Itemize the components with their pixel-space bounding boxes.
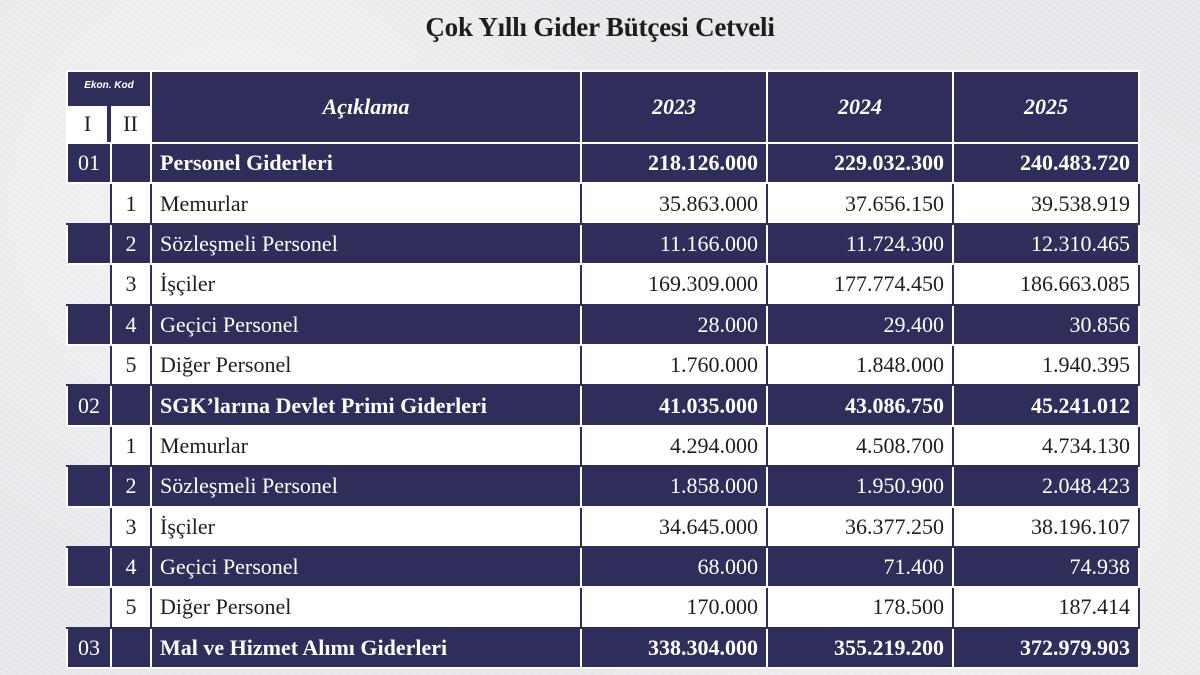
ekon-level-2-cell: 1 [111, 426, 151, 466]
value-2023-cell: 28.000 [581, 305, 767, 345]
table-group-row [67, 628, 1139, 668]
year-header-2024: 2024 [767, 71, 953, 143]
value-2025-cell: 240.483.720 [953, 143, 1139, 183]
ekon-level-1-cell [67, 587, 111, 627]
ekon-kod-label: Ekon. Kod [84, 80, 134, 91]
ekon-level-1-cell [67, 264, 111, 304]
ekon-level-1-cell [67, 305, 111, 345]
level-1-header: I [68, 106, 109, 142]
ekon-level-2-cell: 3 [111, 264, 151, 304]
ekon-level-2-cell: 4 [111, 547, 151, 587]
value-2025-cell: 30.856 [953, 305, 1139, 345]
ekon-level-2-cell [111, 385, 151, 425]
value-2024-cell: 229.032.300 [767, 143, 953, 183]
value-2024-cell: 11.724.300 [767, 224, 953, 264]
value-2023-cell: 338.304.000 [581, 628, 767, 668]
ekon-level-1-cell [67, 466, 111, 506]
value-2024-cell: 177.774.450 [767, 264, 953, 304]
table-row [67, 305, 1139, 345]
table-group-row [67, 143, 1139, 183]
description-cell: Diğer Personel [151, 345, 581, 385]
value-2023-cell: 35.863.000 [581, 183, 767, 223]
description-header: Açıklama [151, 71, 581, 143]
table-header-row [67, 71, 1139, 143]
value-2024-cell: 355.219.200 [767, 628, 953, 668]
ekon-level-2-cell [111, 143, 151, 183]
ekon-level-2-cell: 3 [111, 507, 151, 547]
table-row [67, 183, 1139, 223]
value-2024-cell: 1.950.900 [767, 466, 953, 506]
value-2025-cell: 1.940.395 [953, 345, 1139, 385]
table-row [67, 264, 1139, 304]
value-2024-cell: 36.377.250 [767, 507, 953, 547]
table-row [67, 466, 1139, 506]
ekon-level-2-cell: 5 [111, 587, 151, 627]
value-2023-cell: 4.294.000 [581, 426, 767, 466]
ekon-level-1-cell: 01 [67, 143, 111, 183]
description-cell: Geçici Personel [151, 305, 581, 345]
table-group-row [67, 385, 1139, 425]
page-title: Çok Yıllı Gider Bütçesi Cetveli [425, 12, 775, 42]
value-2024-cell: 29.400 [767, 305, 953, 345]
value-2023-cell: 218.126.000 [581, 143, 767, 183]
value-2023-cell: 1.760.000 [581, 345, 767, 385]
table-row [67, 345, 1139, 385]
value-2024-cell: 43.086.750 [767, 385, 953, 425]
ekon-level-1-cell [67, 345, 111, 385]
ekon-level-1-cell [67, 547, 111, 587]
table-row [67, 426, 1139, 466]
description-cell: SGK’larına Devlet Primi Giderleri [151, 385, 581, 425]
value-2023-cell: 170.000 [581, 587, 767, 627]
value-2024-cell: 1.848.000 [767, 345, 953, 385]
year-header-2023: 2023 [581, 71, 767, 143]
value-2025-cell: 38.196.107 [953, 507, 1139, 547]
ekon-level-2-cell: 4 [111, 305, 151, 345]
value-2025-cell: 187.414 [953, 587, 1139, 627]
value-2024-cell: 37.656.150 [767, 183, 953, 223]
value-2024-cell: 71.400 [767, 547, 953, 587]
value-2024-cell: 178.500 [767, 587, 953, 627]
value-2025-cell: 39.538.919 [953, 183, 1139, 223]
description-cell: Sözleşmeli Personel [151, 466, 581, 506]
table-row [67, 224, 1139, 264]
value-2025-cell: 45.241.012 [953, 385, 1139, 425]
value-2025-cell: 4.734.130 [953, 426, 1139, 466]
ekon-level-1-cell [67, 224, 111, 264]
ekon-level-2-cell [111, 628, 151, 668]
value-2024-cell: 4.508.700 [767, 426, 953, 466]
value-2023-cell: 11.166.000 [581, 224, 767, 264]
table-row [67, 507, 1139, 547]
ekon-level-1-cell: 03 [67, 628, 111, 668]
ekon-level-1-cell [67, 507, 111, 547]
ekon-level-1-cell: 02 [67, 385, 111, 425]
ekon-level-2-cell: 5 [111, 345, 151, 385]
value-2025-cell: 186.663.085 [953, 264, 1139, 304]
value-2025-cell: 2.048.423 [953, 466, 1139, 506]
description-cell: Diğer Personel [151, 587, 581, 627]
description-cell: Personel Giderleri [151, 143, 581, 183]
value-2025-cell: 372.979.903 [953, 628, 1139, 668]
description-cell: Memurlar [151, 426, 581, 466]
value-2025-cell: 74.938 [953, 547, 1139, 587]
level-2-header: II [111, 106, 150, 142]
year-header-2025: 2025 [953, 71, 1139, 143]
value-2023-cell: 34.645.000 [581, 507, 767, 547]
ekon-level-1-cell [67, 183, 111, 223]
ekon-level-2-cell: 1 [111, 183, 151, 223]
description-cell: İşçiler [151, 264, 581, 304]
description-cell: Mal ve Hizmet Alımı Giderleri [151, 628, 581, 668]
description-cell: Sözleşmeli Personel [151, 224, 581, 264]
value-2023-cell: 41.035.000 [581, 385, 767, 425]
ekon-level-1-cell [67, 426, 111, 466]
value-2023-cell: 1.858.000 [581, 466, 767, 506]
ekon-level-2-cell: 2 [111, 466, 151, 506]
value-2023-cell: 68.000 [581, 547, 767, 587]
description-cell: Geçici Personel [151, 547, 581, 587]
ekon-kod-header [67, 71, 151, 143]
budget-table [66, 70, 1140, 669]
value-2025-cell: 12.310.465 [953, 224, 1139, 264]
description-cell: Memurlar [151, 183, 581, 223]
description-cell: İşçiler [151, 507, 581, 547]
ekon-level-2-cell: 2 [111, 224, 151, 264]
table-row [67, 547, 1139, 587]
value-2023-cell: 169.309.000 [581, 264, 767, 304]
table-row [67, 587, 1139, 627]
